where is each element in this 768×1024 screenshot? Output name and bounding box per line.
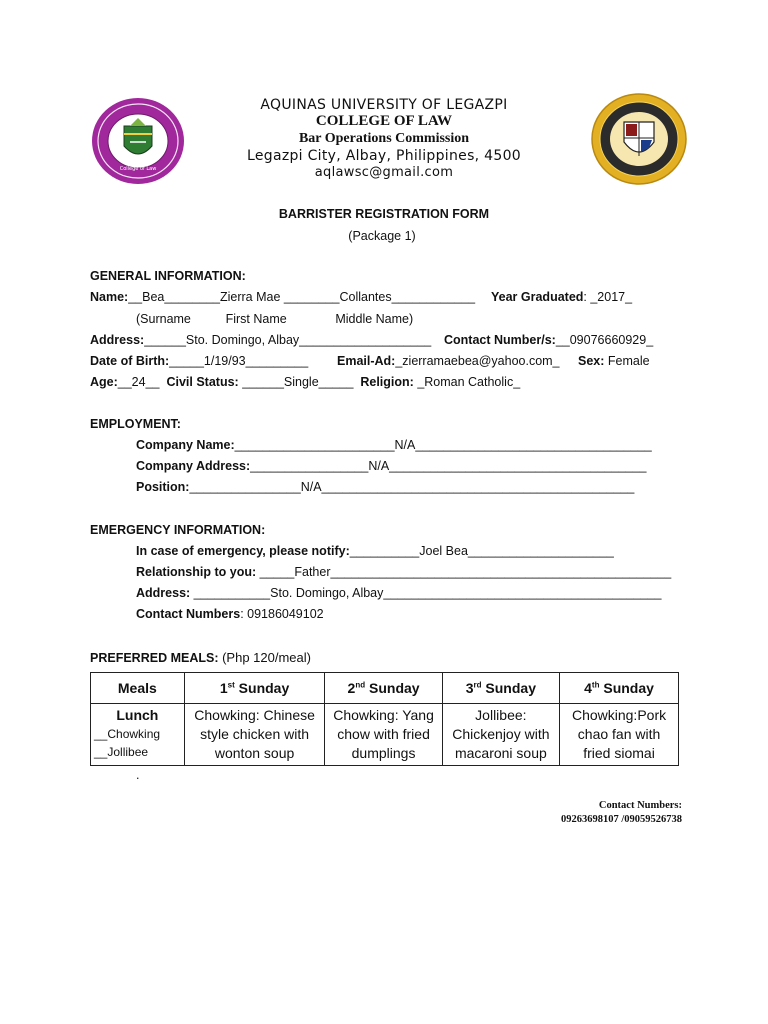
dob-value: _____1/19/93_________ [169,354,309,368]
company-address-row [136,459,646,473]
contact-number-value: __09076660929_ [555,333,654,347]
trailing-dot: . [136,768,140,782]
email-ad-value: _zierramaebea@yahoo.com_ [395,354,560,368]
name-row [90,290,475,304]
footer-contact-numbers: 09263698107 /09059526738 [560,814,682,825]
emergency-address-row [136,586,661,600]
meals-lunch-row [91,704,679,766]
sunday-2-header: 2nd Sunday [325,673,442,704]
left-seal-motto: College of Law [119,166,157,172]
relationship-label: Relationship to you: [136,565,257,579]
address-value: ______Sto. Domingo, Albay___________________ [144,333,432,347]
email-ad-label: Email-Ad: [337,354,396,368]
sunday-1-header: 1st Sunday [184,673,325,704]
form-title: BARRISTER REGISTRATION FORM [278,207,490,221]
company-name-row [136,438,652,452]
email-ad-row [337,354,560,368]
general-heading: GENERAL INFORMATION: [90,269,246,283]
sunday-2-meal: Chowking: Yang chow with fried dumplings [325,704,442,766]
college-name: COLLEGE OF LAW [315,113,453,129]
address-label: Address: [90,333,145,347]
relationship-value: _____Father_________________________________________________ [256,565,672,579]
form-package: (Package 1) [348,229,416,243]
employment-heading: EMPLOYMENT: [90,417,181,431]
position-label: Position: [136,480,190,494]
dob-row [90,354,308,368]
lunch-cell [91,704,185,766]
company-address-label: Company Address: [136,459,251,473]
emergency-numbers-label: Contact Numbers [136,607,241,621]
contact-number-label: Contact Number/s: [444,333,556,347]
sunday-1-meal: Chowking: Chinese style chicken with wonton soup [184,704,325,766]
university-name: AQUINAS UNIVERSITY OF LEGAZPI [260,97,508,113]
emergency-numbers-value: : 09186049102 [240,607,324,621]
meals-header-row [91,673,679,704]
religion-label: Religion: [360,375,414,389]
company-name-value: _______________________N/A__________________________________ [234,438,652,452]
position-value: ________________N/A_____________________________________________ [189,480,635,494]
address-row [90,333,431,347]
year-graduated-label: Year Graduated [491,290,584,304]
relationship-row [136,565,671,579]
sunday-4-meal: Chowking:Pork chao fan with fried siomai [560,704,679,766]
lunch-label: Lunch [116,707,159,723]
position-row [136,480,634,494]
footer-contact-label: Contact Numbers: [598,800,682,811]
sex-row [578,354,650,368]
name-label: Name: [90,290,129,304]
civil-status-label: Civil Status: [166,375,239,389]
meals-heading-row [90,650,311,665]
name-subtitle: (Surname First Name Middle Name) [136,312,414,326]
commission-name: Bar Operations Commission [298,131,470,146]
emergency-address-value: ___________Sto. Domingo, Albay________________________________________ [190,586,662,600]
university-email: aqlawsc@gmail.com [314,165,454,180]
emergency-numbers-row [136,607,324,621]
lunch-option-jollibee: __Jollibee [94,745,149,759]
lunch-option-chowking: __Chowking [94,727,161,741]
age-label: Age: [90,375,118,389]
meals-table [90,672,679,766]
emergency-heading: EMERGENCY INFORMATION: [90,523,266,537]
year-graduated-value: : _2017_ [583,290,633,304]
meals-col-header: Meals [91,673,185,704]
meals-heading: PREFERRED MEALS: [90,651,219,665]
age-row [90,375,520,389]
dob-label: Date of Birth: [90,354,170,368]
sunday-3-meal: Jollibee: Chickenjoy with macaroni soup [442,704,559,766]
notify-label: In case of emergency, please notify: [136,544,350,558]
year-graduated-row [491,290,632,304]
company-address-value: _________________N/A_____________________________________ [250,459,647,473]
notify-value: __________Joel Bea_____________________ [349,544,614,558]
meals-price: (Php 120/meal) [218,650,311,665]
notify-row [136,544,614,558]
emergency-address-label: Address: [136,586,191,600]
religion-value: _Roman Catholic_ [417,375,521,389]
name-value: __Bea________Zierra Mae ________Collantes____________ [128,290,476,304]
contact-number-row [444,333,653,347]
university-address: Legazpi City, Albay, Philippines, 4500 [246,148,522,164]
sunday-4-header: 4th Sunday [560,673,679,704]
age-value: __24__ [117,375,160,389]
sex-label: Sex: [578,354,605,368]
company-name-label: Company Name: [136,438,235,452]
civil-status-value: ______Single_____ [242,375,354,389]
sex-value: Female [607,354,650,368]
sunday-3-header: 3rd Sunday [442,673,559,704]
